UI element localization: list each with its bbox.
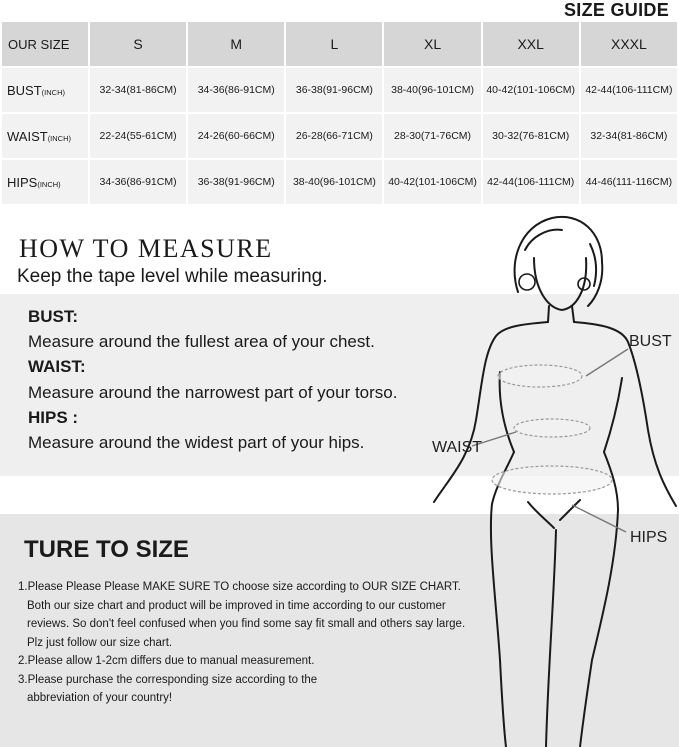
table-cell: 26-28(66-71CM) <box>286 114 382 160</box>
table-cell: 38-40(96-101CM) <box>384 68 480 114</box>
bust-instruction-text: Measure around the fullest area of your chest. <box>28 332 375 351</box>
note-line: 2.Please allow 1-2cm differs due to manual measurement. <box>18 655 315 667</box>
table-cell: 42-44(106-111CM) <box>581 68 677 114</box>
hips-figure-label: HIPS <box>630 529 668 546</box>
table-cell: 44-46(111-116CM) <box>581 160 677 206</box>
table-cell: 30-32(76-81CM) <box>483 114 579 160</box>
waist-figure-label: WAIST <box>432 439 483 456</box>
note-line: Plz just follow our size chart. <box>27 636 173 649</box>
hips-instruction-label: HIPS : <box>28 408 79 427</box>
waist-instruction-text: Measure around the narrowest part of your torso. <box>28 383 398 402</box>
our-size-header: OUR SIZE <box>2 22 88 68</box>
true-to-size-title: TURE TO SIZE <box>24 536 189 563</box>
size-header-xxxl: XXXL <box>581 22 677 68</box>
hips-tape-ellipse <box>492 466 612 494</box>
note-line: abbreviation of your country! <box>27 692 173 704</box>
size-header-xl: XL <box>384 22 480 68</box>
waist-tape-ellipse <box>514 419 590 437</box>
how-to-measure-subtitle: Keep the tape level while measuring. <box>17 266 328 287</box>
size-header-s: S <box>90 22 186 68</box>
bust-row-label: BUST(INCH) <box>2 68 88 114</box>
bust-figure-label: BUST <box>629 333 672 350</box>
how-to-measure-title: HOW TO MEASURE <box>19 234 273 263</box>
table-cell: 36-38(91-96CM) <box>188 160 284 206</box>
size-guide-title: SIZE GUIDE <box>563 0 669 20</box>
size-header-l: L <box>286 22 382 68</box>
table-cell: 40-42(101-106CM) <box>384 160 480 206</box>
note-line: 1.Please Please Please MAKE SURE TO choose size according to OUR SIZE CHART. <box>18 581 461 593</box>
table-cell: 32-34(81-86CM) <box>581 114 677 160</box>
table-cell: 36-38(91-96CM) <box>286 68 382 114</box>
table-cell: 28-30(71-76CM) <box>384 114 480 160</box>
table-cell: 32-34(81-86CM) <box>90 68 186 114</box>
table-cell: 42-44(106-111CM) <box>483 160 579 206</box>
table-cell: 38-40(96-101CM) <box>286 160 382 206</box>
hips-row-label: HIPS(INCH) <box>2 160 88 206</box>
bust-tape-ellipse <box>498 365 582 387</box>
waist-row-label: WAIST(INCH) <box>2 114 88 160</box>
bust-instruction-label: BUST: <box>28 307 79 326</box>
waist-instruction-label: WAIST: <box>28 357 86 376</box>
hips-instruction-text: Measure around the widest part of your hips. <box>28 433 365 452</box>
note-line: reviews. So don't feel confused when you find some say fit small and others say large. <box>27 618 466 630</box>
table-cell: 34-36(86-91CM) <box>90 160 186 206</box>
table-cell: 40-42(101-106CM) <box>483 68 579 114</box>
size-header-m: M <box>188 22 284 68</box>
note-line: 3.Please purchase the corresponding size according to the <box>18 673 318 686</box>
note-line: Both our size chart and product will be improved in time according to our customer <box>27 599 446 612</box>
table-cell: 34-36(86-91CM) <box>188 68 284 114</box>
table-cell: 24-26(60-66CM) <box>188 114 284 160</box>
size-header-xxl: XXL <box>483 22 579 68</box>
bust-pointer-line <box>586 349 628 376</box>
table-cell: 22-24(55-61CM) <box>90 114 186 160</box>
